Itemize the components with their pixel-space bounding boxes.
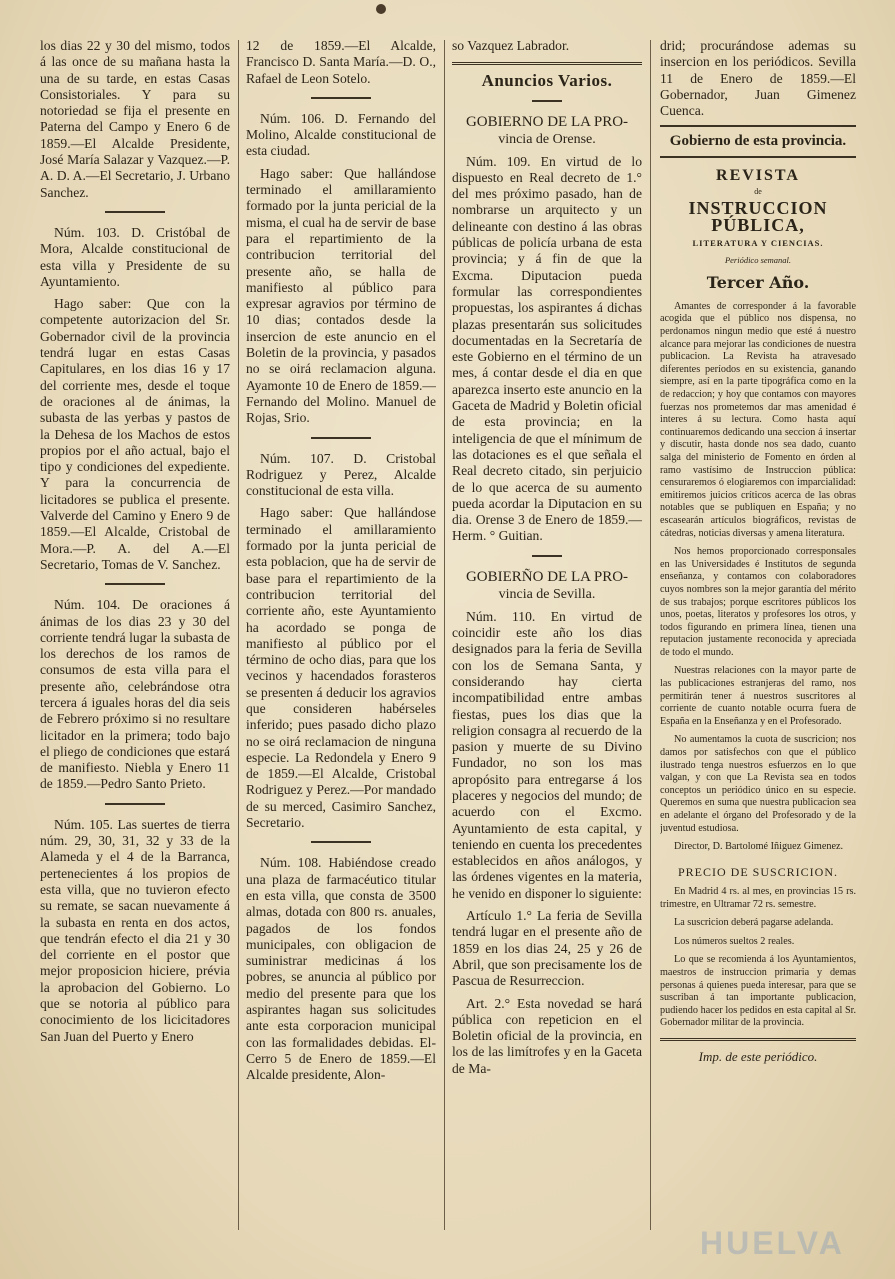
ink-blot: [376, 4, 386, 14]
paragraph: Hago saber: Que hallándose terminado el amillaramiento formado por la junta pericial de la misma, el cual ha de servir de base para el repartimiento de la contribucion territorial del presente año, se halla de manifiesto al público para expresar agravios por término de 10 dias; contados desde la insercion de este anuncio en el Boletin de la provincia, y pasados no se oirá reclamacion alguna. Ayamonte 10 de Enero de 1859.—Fernando del Molino. Manuel de Rojas, Srio.: [246, 165, 436, 426]
revista-subtitle: LITERATURA Y CIENCIAS.: [692, 237, 824, 248]
column-divider: [238, 40, 239, 1230]
notice-heading: Núm. 106. D. Fernando del Molino, Alcalde constitucional de esta ciudad.: [246, 110, 436, 159]
government-subtitle: vincia de Sevilla.: [498, 586, 596, 602]
paragraph: Núm. 109. En virtud de lo dispuesto en Real decreto de 1.° del mes próximo pasado, han de nombrarse un arquitecto y un delineante con destino á las obras públicas de policía urbana de esta provincia; y á fin de que la Excma. Diputacion pueda formular las correspondientes propuestas, los aspirantes á dichas plazas presentarán sus solicitudes documentadas en la Secretaría de este Gobierno en el término de un mes, á contar desde el dia en que aparezca inserto este anuncio en la Gaceta de Madrid y Boletin oficial de esta provincia; en la inteligencia de que el mínimum de las dotaciones es el que señala el Real decreto citado, sin perjuicio de lo que acerca de su aumento pueda acordar la Diputacion en su dia. Orense 3 de Enero de 1859.—Herm. ° Guitian.: [452, 153, 642, 544]
paragraph: Art. 2.° Esta novedad se hará pública con repeticion en el Boletin oficial de la provincia, en los de las limítrofes y en la Gaceta de Ma-: [452, 995, 642, 1076]
paragraph: Hago saber: Que hallándose terminado el amillaramiento formado por la junta pericial de esta poblacion, que ha de servir de base para el repartimiento de la contribucion territorial del corriente año, este Ayuntamiento ha acordado se ponga de manifiesto al público por el término de ocho dias, para que los vecinos y hacendados forasteros se presenten á deducir los agravios que consideren habérseles inferido; pues pasado dicho plazo no se oirá reclamacion de ninguna especie. La Redondela y Enero 9 de 1859.—El Alcalde, Cristobal Rodriguez y Perez.—Por mandado de su merced, Casimiro Sanchez, Secretario.: [246, 505, 436, 831]
revista-body: [660, 301, 856, 854]
government-heading: [452, 114, 642, 148]
paragraph: Nos hemos proporcionado corresponsales en las Universidades é Institutos de segunda enseñanza, y contamos con colaboradores cuyos nombres son la mejor garantía del mérito de sus trabajos; porque escritores públicos los unos, poetas, literatos y profesores los otros, y todos figurando en primera línea, tienen una reputacion justamente reconocida y apreciada de todo el mundo.: [660, 546, 856, 658]
separator-rule: [311, 437, 371, 439]
paragraph: so Vazquez Labrador.: [452, 38, 570, 53]
paragraph: La suscricion deberá pagarse adelanda.: [674, 917, 834, 929]
government-subtitle: vincia de Orense.: [498, 131, 596, 147]
column-divider: [650, 40, 651, 1230]
paragraph: 12 de 1859.—El Alcalde, Francisco D. Santa María.—D. O., Rafael de Leon Sotelo.: [246, 38, 436, 86]
separator-rule: [311, 97, 371, 99]
government-title: GOBIERÑO DE LA PRO-: [465, 568, 629, 585]
imprint: Imp. de este periódico.: [698, 1049, 818, 1065]
notice-heading: Núm. 103. D. Cristóbal de Mora, Alcalde constitucional de esta villa y Presidente de su Ayuntamiento.: [40, 224, 230, 289]
government-title: GOBIERNO DE LA PRO-: [465, 113, 629, 130]
notice-heading: Núm. 107. D. Cristobal Rodriguez y Perez, Alcalde constitucional de esta villa.: [246, 450, 436, 499]
revista-name: INSTRUCCION PÚBLICA,: [688, 198, 828, 235]
separator-rule: [311, 841, 371, 843]
revista-de: de: [754, 187, 762, 197]
paragraph: Núm. 108. Habiéndose creado una plaza de farmacéutico titular en esta villa, que consta de 3500 almas, dotada con 800 rs. anuales, pagados de los fondos municipales, con obligacion de suministrar medicinas á los pobres, se anuncia al público por medio del presente para que los aspirantes hagan sus solicitudes ante esta corporacion municipal con las formalidades debidas. El-Cerro 5 de Enero de 1859.—El Alcalde presidente, Alon-: [246, 855, 436, 1083]
paragraph: No aumentamos la cuota de suscricion; nos damos por satisfechos con que el público ilustrado tenga nuestros esfuerzos en lo que valgan, y con que La Revista sea en todos conceptos un periódico único en su especie. Queremos en suma que nuestra publicacion sea en adelante el órgano del Profesorado y de la juventud estudiosa.: [660, 734, 856, 834]
paragraph: los dias 22 y 30 del mismo, todos á las once de su mañana hasta la una de su tarde, en estas Casas Consistoriales. Y para su notoriedad se fija el presente en Paterna del Campo y Enero 6 de 1859.—El Alcalde Presidente, José María Salazar y Vazquez.—P. A. D. A.—El Secretario, J. Urbano Sanchez.: [40, 38, 230, 200]
separator-rule: [105, 583, 165, 585]
separator-rule: [532, 100, 562, 102]
paragraph: Nuestras relaciones con la mayor parte de las publicaciones estranjeras del ramo, nos permitirán tener á nuestros suscritores al corriente de cuanto notable ocurra fuera de España en la Enseñanza y en el Profesorado.: [660, 665, 856, 727]
box-heading: Gobierno de esta provincia.: [660, 125, 856, 157]
director-line: Director, D. Bartolomé Iñiguez Gimenez.: [674, 841, 844, 853]
column-3: [452, 38, 642, 1278]
price-body: [660, 886, 856, 1030]
separator-rule: [105, 211, 165, 213]
price-heading: PRECIO DE SUSCRICION.: [677, 864, 839, 879]
paragraph: Lo que se recomienda á los Ayuntamientos, maestros de instruccion primaria y demas personas á quienes pueda interesar, para que se suscriban á tan importante publicacion, pudiendo hacer los pedidos en esta capital al Sr. Gobernador militar de la provincia.: [660, 954, 856, 1029]
column-4: [660, 38, 856, 1278]
double-rule: [660, 1038, 856, 1041]
revista-title: REVISTA: [716, 166, 800, 184]
separator-rule: [532, 555, 562, 557]
double-rule: [452, 62, 642, 65]
section-heading: Anuncios Varios.: [481, 71, 613, 91]
paragraph: Núm. 105. Las suertes de tierra núm. 29, 30, 31, 32 y 33 de la Alameda y el 4 de la Barranca, pertenecientes á los propios de esta villa, que no tuvieron efecto su remate, se sacan nuevamente á la subasta en renta en dos actos, que tendrán efecto el dia 21 y 30 del corriente en el postor que mejor proposicion hiciere, prévia la aprobacion del Gobierno. Lo que se notoria al público para conocimiento de los licicitadores San Juan del Puerto y Enero: [40, 816, 230, 1044]
paragraph: Los números sueltos 2 reales.: [674, 935, 795, 947]
paragraph: Hago saber: Que con la competente autorizacion del Sr. Gobernador civil de la provincia tendrá lugar en estas Casas Capitulares, en los dias 16 y 17 del corriente mes, desde el toque de oraciones al de ánimas, la subasta de las yerbas y pastos de la Dehesa de los Machos de estos propios por el año actual, bajo el tipo y condiciones del expediente. Y para la concurrencia de licitadores se publica el presente. Valverde del Camino y Enero 9 de 1859.—El Alcalde, Cristobal de Mora.—P. A. del A.—El Secretario, Tomas de V. Sanchez.: [40, 296, 230, 572]
column-1: [40, 38, 230, 1278]
year-heading: Tercer Año.: [706, 272, 810, 292]
paragraph: Núm. 104. De oraciones á ánimas de los dias 23 y 30 del corriente tendrá lugar la subasta de los derechos de los ramos de consumos de esta villa para el presente año, celebrándose otra tercera á iguales horas del dia seis de Febrero próximo si no resultare licitador en la primera; todo bajo el pliego de condiciones que estará de manifiesto. Niebla y Enero 11 de 1859.—Pedro Santo Prieto.: [40, 597, 230, 792]
revista-frequency: Periódico semanal.: [724, 255, 792, 266]
separator-rule: [105, 803, 165, 805]
column-divider: [444, 40, 445, 1230]
paragraph: Artículo 1.° La feria de Sevilla tendrá lugar en el presente año de 1859 en los dias 24, 25 y 26 de Abril, que son precisamente los de Pascua de Resurreccion.: [452, 908, 642, 989]
government-heading: [452, 569, 642, 603]
archive-watermark: HUELVA: [700, 1225, 845, 1261]
paragraph: Amantes de corresponder á la favorable acogida que el público nos dispensa, no perdonamos ningun medio que esté á nuestro alcance para mejorar las condiciones de nuestra publicacion. La Revista ha atravesado diferentes períodos en su existencia, ganando siempre, así en la parte tipográfica como en la de redaccion; y hoy que contamos con mayores fuerzas nos prometemos dar mas amenidad é interes á su lectura. Como hasta aquí continuaremos dedicando una seccion á insertar y discutir, hasta donde nos sea dado, cuanto salga del ministerio de Fomento en órden al ramo vastísimo de Instruccion pública: censuraremos ó elogiaremos con imparcialidad: emitiremos juicios críticos acerca de las obras notables que se publiquen en España; y no escasearán artículos biográficos, revistas de cátedras, noticias diversas y amena literatura.: [660, 300, 856, 539]
column-2: [246, 38, 436, 1278]
paragraph: Núm. 110. En virtud de coincidir este año los dias designados para la feria de Sevilla con los de Semana Santa, y considerando hay cierta incompatibilidad entre ambas fiestas, pues los dias que la religion consagra al recuerdo de la pasion y muerte de su Divino Fundador, no son los mas apropósito para entregarse á los placeres y negocios del mundo; de acuerdo con el Excmo. Ayuntamiento de esta capital, y teniendo en cuenta los precedentes establecidos en años análogos, y las órdenes vigentes en la materia, he venido en disponer lo siguiente:: [452, 608, 642, 901]
paragraph: En Madrid 4 rs. al mes, en provincias 15 rs. trimestre, en Ultramar 72 rs. semestre.: [660, 886, 856, 910]
paragraph: drid; procurándose ademas su insercion en los periódicos. Sevilla 11 de Enero de 1859.—El Gobernador, Juan Gimenez Cuenca.: [660, 38, 856, 119]
